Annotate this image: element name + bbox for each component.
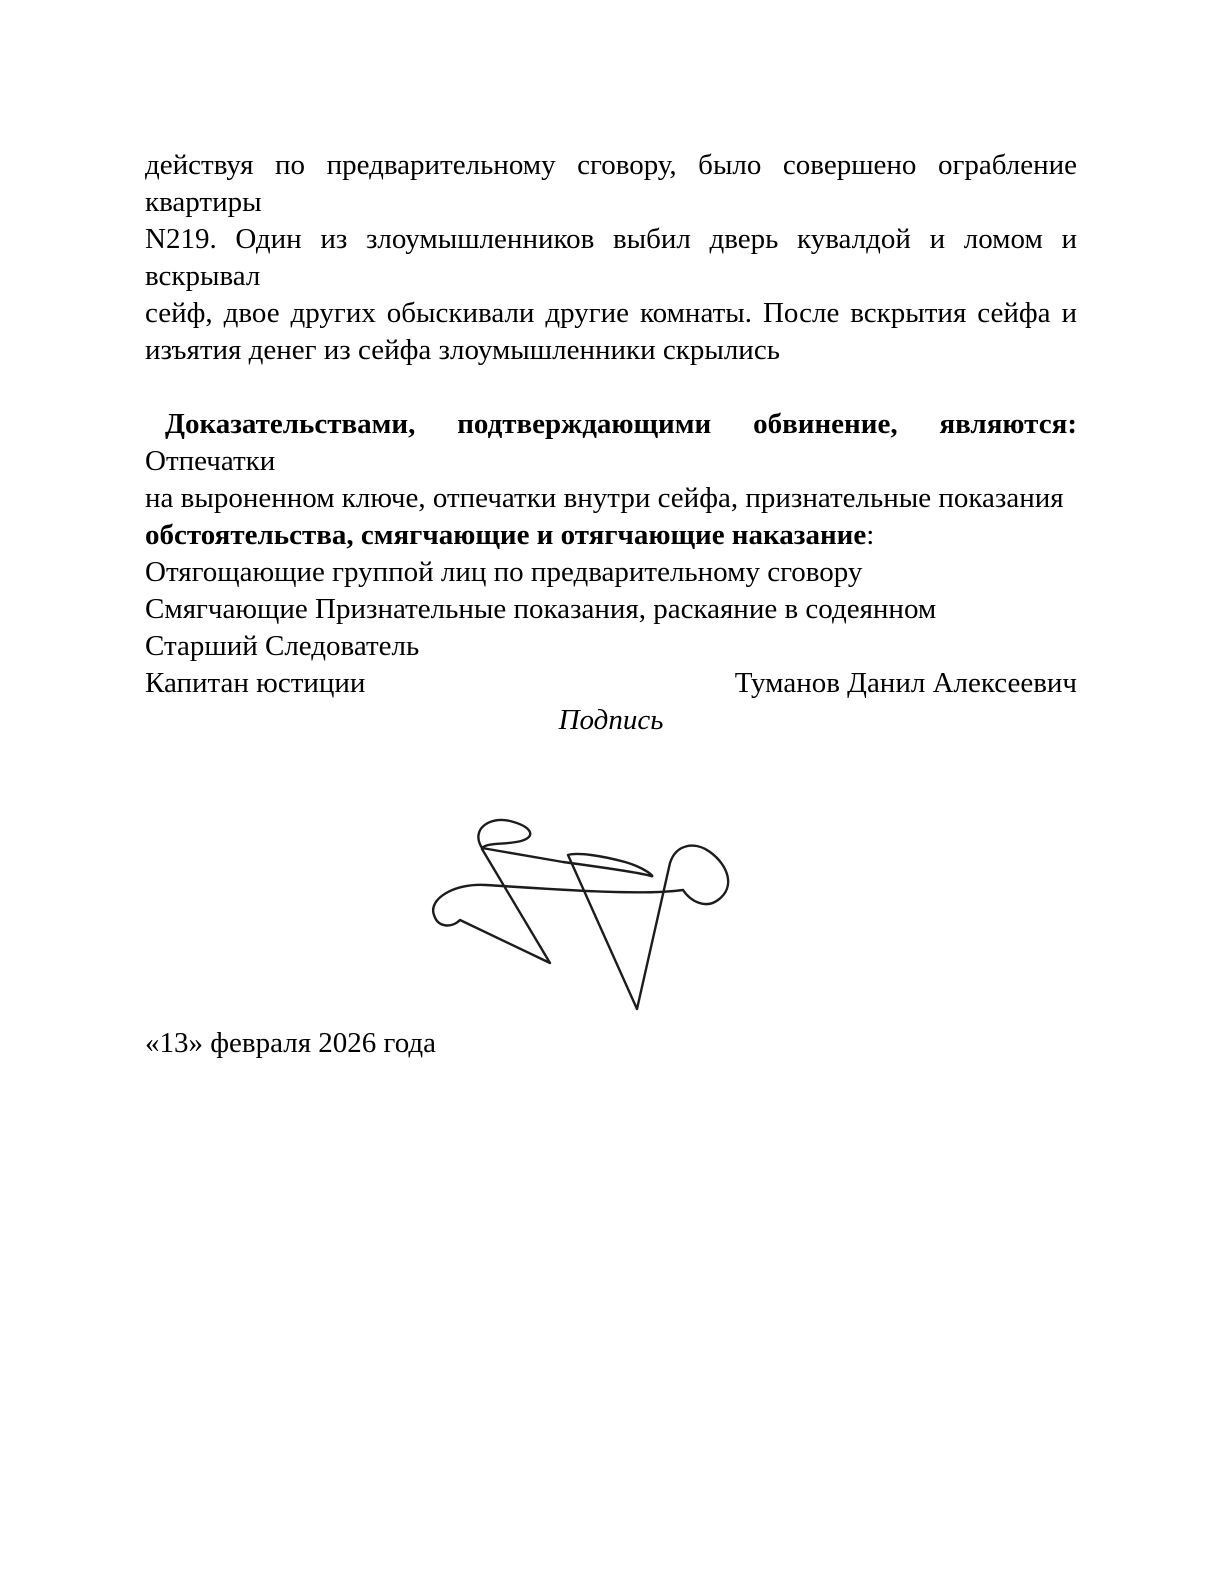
officer-name: Туманов Данил Алексеевич: [734, 667, 1077, 699]
mitigating-line: Смягчающие Признательные показания, раскаяние в содеянном: [145, 593, 937, 625]
signature-area: [145, 739, 1077, 1025]
evidence-line2: на выроненном ключе, отпечатки внутри сейфа, признательные показания: [145, 482, 1064, 514]
paragraph1-line1: действуя по предварительному сговору, было совершено ограбление квартиры: [145, 149, 1077, 218]
evidence-heading-rest: Отпечатки: [145, 445, 276, 477]
signature-caption: Подпись: [558, 704, 664, 736]
evidence-heading-line: [145, 406, 1077, 480]
signature-stroke: [433, 820, 728, 1009]
paragraph1-line3: сейф, двое других обыскивали другие комнаты. После вскрытия сейфа и: [145, 297, 1077, 329]
officer-position-line2: Капитан юстиции: [145, 667, 366, 699]
officer-row: [145, 665, 1077, 702]
circumstances-colon: :: [866, 519, 875, 551]
aggravating-line: Отягощающие группой лиц по предварительному сговору: [145, 556, 863, 588]
officer-position-line1: Старший Следователь: [145, 630, 420, 662]
circumstances-bold: обстоятельства, смягчающие и отягчающие наказание: [145, 519, 867, 551]
paragraph1-line2: N219. Один из злоумышленников выбил дверь кувалдой и ломом и вскрывал: [145, 223, 1077, 292]
date-line: «13» февраля 2026 года: [145, 1027, 437, 1059]
handwritten-signature-image: [420, 811, 750, 1031]
circumstances-line: [145, 517, 1077, 554]
paragraph1-line4: изъятия денег из сейфа злоумышленники скрылись: [145, 334, 780, 366]
evidence-heading-bold: Доказательствами, подтверждающими обвинение, являются:: [165, 408, 1077, 440]
blank-line: [145, 369, 1077, 406]
